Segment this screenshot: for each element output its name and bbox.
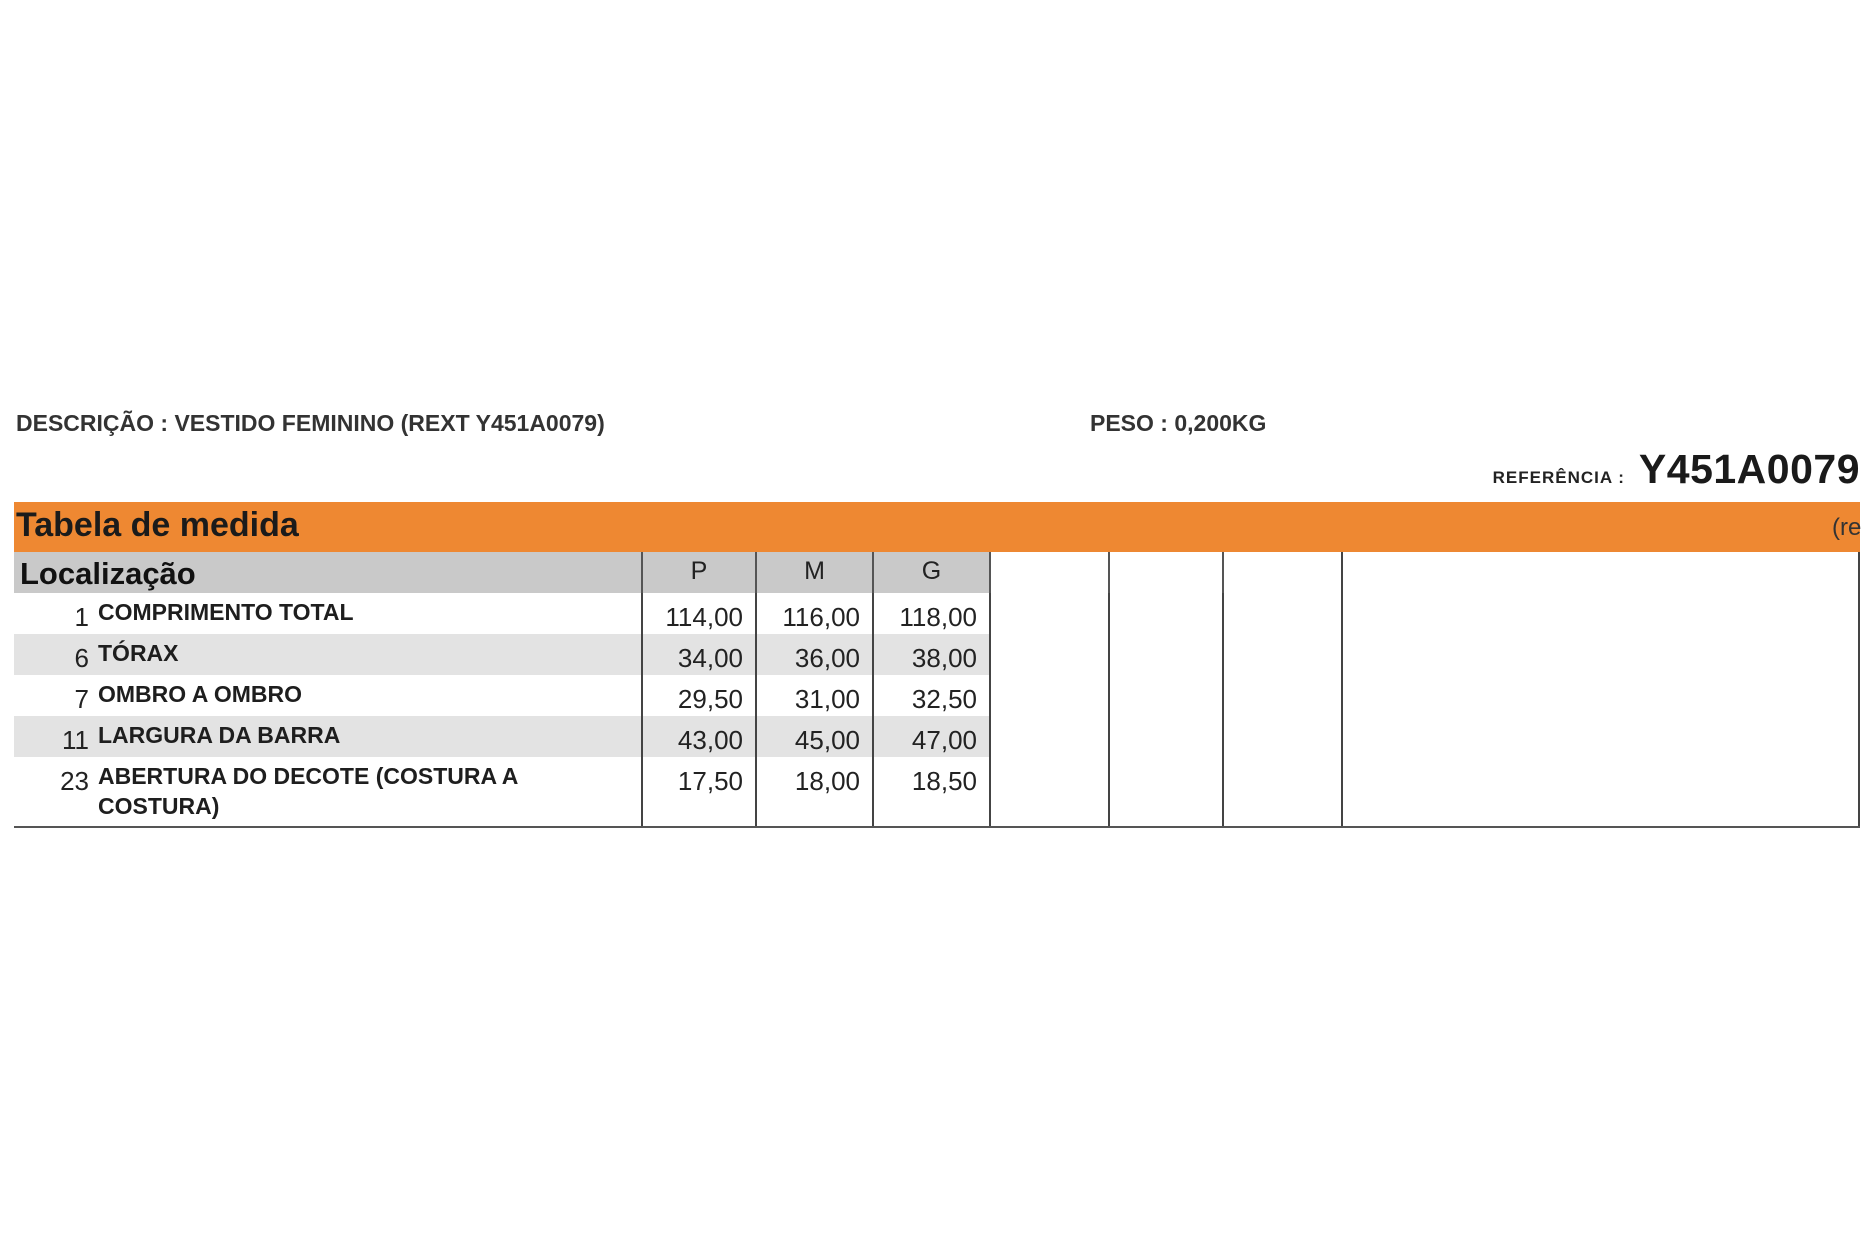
column-header-location: Localização [14, 552, 641, 593]
weight-line [1090, 410, 1267, 450]
title-note: (re [1832, 514, 1862, 541]
empty-cell [989, 634, 1108, 675]
table-row [14, 675, 1860, 716]
value-cell-p: 17,50 [641, 757, 755, 827]
column-header-size-m: M [755, 552, 872, 593]
empty-cell [1222, 716, 1341, 757]
value-cell-g: 18,50 [872, 757, 989, 827]
table-row [14, 634, 1860, 675]
location-cell [14, 675, 641, 716]
description-line [16, 410, 605, 450]
column-header-size-p: P [641, 552, 755, 593]
row-label: TÓRAX [98, 640, 179, 666]
row-number: 11 [62, 725, 89, 755]
empty-cell [1108, 716, 1222, 757]
empty-cell [1222, 757, 1341, 827]
side-panel [1341, 552, 1860, 593]
row-label: OMBRO A OMBRO [98, 681, 303, 707]
value-cell-g: 47,00 [872, 716, 989, 757]
value-cell-g: 38,00 [872, 634, 989, 675]
measurement-table [14, 552, 1860, 827]
empty-cell [989, 716, 1108, 757]
value-cell-g: 32,50 [872, 675, 989, 716]
empty-cell [1222, 675, 1341, 716]
value-cell-m: 116,00 [755, 593, 872, 634]
empty-cell [989, 675, 1108, 716]
side-panel [1341, 634, 1860, 675]
side-panel [1341, 716, 1860, 757]
table-title: Tabela de medida [16, 506, 299, 544]
location-cell [14, 634, 641, 675]
location-cell [14, 757, 641, 827]
table-header-row [14, 552, 1860, 593]
table-row [14, 593, 1860, 634]
column-header-empty [989, 552, 1108, 593]
measurement-table-title-bar [14, 502, 1860, 552]
column-header-empty [1222, 552, 1341, 593]
value-cell-m: 18,00 [755, 757, 872, 827]
row-number: 6 [74, 643, 89, 673]
description-text: DESCRIÇÃO : VESTIDO FEMININO (REXT Y451A0079) [16, 410, 605, 436]
row-number: 7 [74, 684, 89, 714]
row-number: 23 [60, 766, 89, 796]
empty-cell [1222, 634, 1341, 675]
value-cell-m: 36,00 [755, 634, 872, 675]
table-row [14, 716, 1860, 757]
column-header-size-g: G [872, 552, 989, 593]
side-panel [1341, 757, 1860, 827]
empty-cell [1108, 634, 1222, 675]
table-bottom-border [14, 826, 1860, 828]
reference-block [1493, 446, 1860, 493]
empty-cell [1108, 593, 1222, 634]
value-cell-p: 34,00 [641, 634, 755, 675]
side-panel [1341, 593, 1860, 634]
value-cell-p: 114,00 [641, 593, 755, 634]
reference-label: REFERÊNCIA : [1492, 468, 1625, 487]
row-label: ABERTURA DO DECOTE (COSTURA A COSTURA) [98, 763, 518, 819]
location-cell [14, 716, 641, 757]
row-number: 1 [74, 602, 89, 632]
empty-cell [1108, 675, 1222, 716]
empty-cell [1108, 757, 1222, 827]
row-label: LARGURA DA BARRA [98, 722, 341, 748]
value-cell-g: 118,00 [872, 593, 989, 634]
value-cell-p: 43,00 [641, 716, 755, 757]
location-cell [14, 593, 641, 634]
empty-cell [989, 593, 1108, 634]
row-label: COMPRIMENTO TOTAL [98, 599, 354, 625]
empty-cell [1222, 593, 1341, 634]
weight-text: PESO : 0,200KG [1090, 410, 1267, 436]
table-row [14, 757, 1860, 827]
value-cell-p: 29,50 [641, 675, 755, 716]
reference-code: Y451A0079 [1638, 446, 1860, 492]
value-cell-m: 31,00 [755, 675, 872, 716]
column-header-empty [1108, 552, 1222, 593]
side-panel [1341, 675, 1860, 716]
value-cell-m: 45,00 [755, 716, 872, 757]
empty-cell [989, 757, 1108, 827]
